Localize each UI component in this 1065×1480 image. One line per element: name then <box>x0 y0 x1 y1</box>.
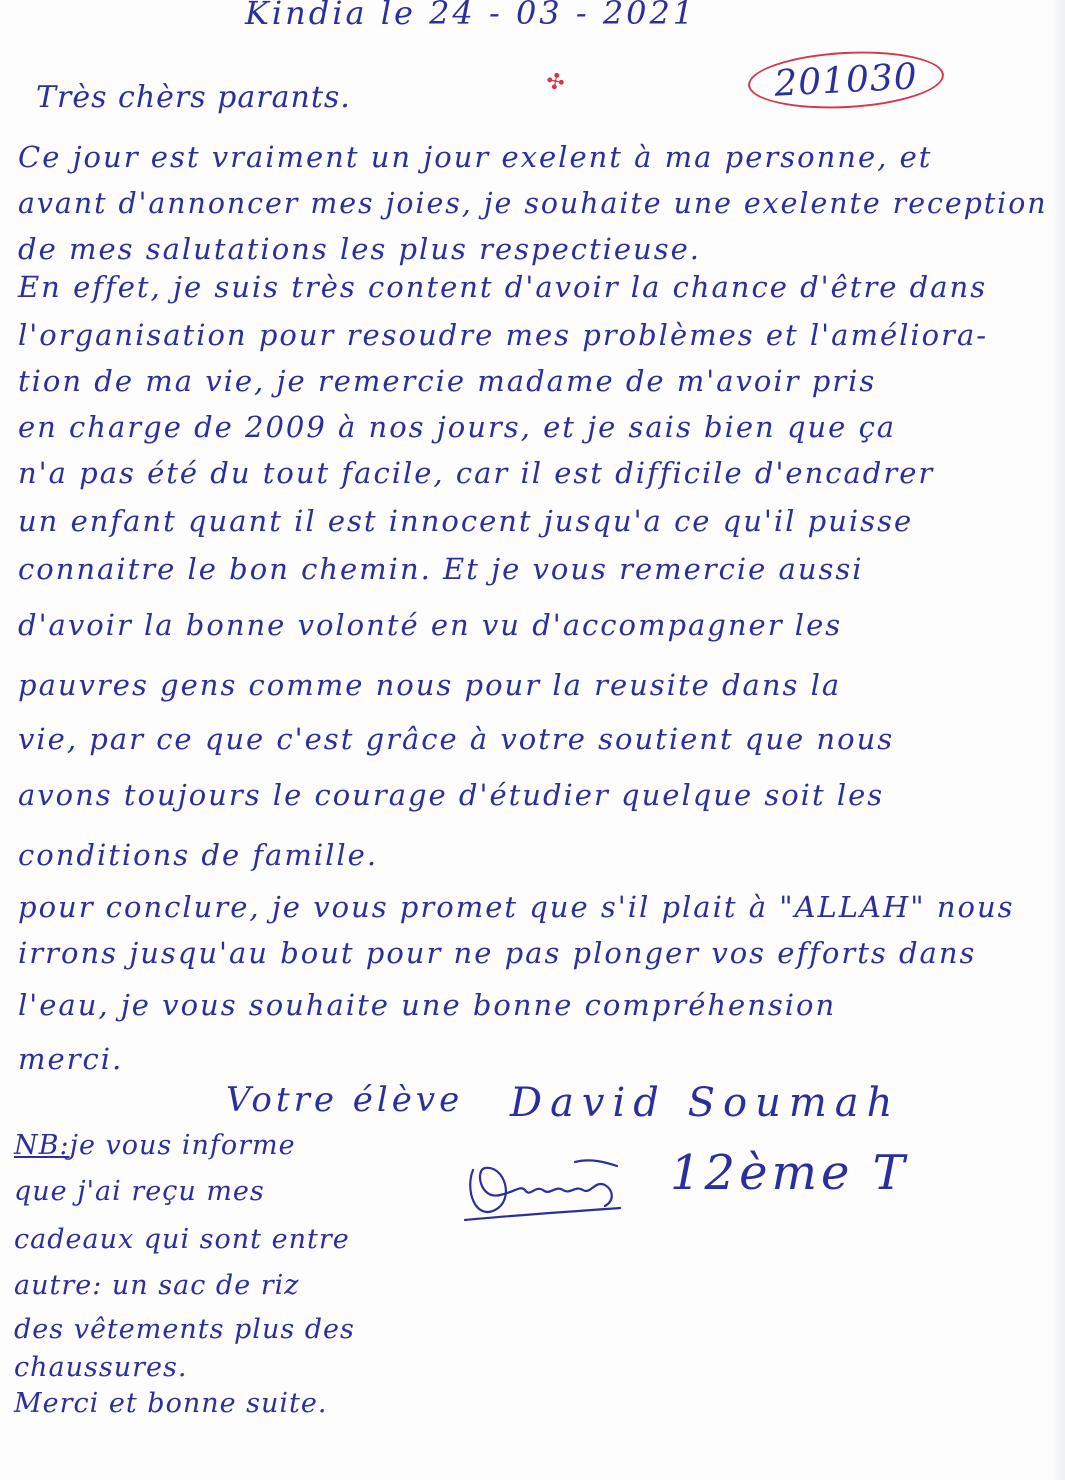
body-line: avons toujours le courage d'étudier quelque soit les <box>18 778 885 812</box>
body-line: n'a pas été du tout facile, car il est difficile d'encadrer <box>18 456 935 490</box>
note-line: cadeaux qui sont entre <box>14 1224 350 1255</box>
body-line: conditions de famille. <box>18 838 379 872</box>
body-line: avant d'annoncer mes joies, je souhaite une exelente reception <box>18 186 1048 220</box>
body-line: pauvres gens comme nous pour la reusite dans la <box>18 668 842 702</box>
body-line: irrons jusqu'au bout pour ne pas plonger vos efforts dans <box>18 936 977 970</box>
handwritten-signature-icon <box>455 1140 625 1250</box>
class-level: 12ème T <box>670 1145 909 1201</box>
body-line: en charge de 2009 à nos jours, et je sais bien que ça <box>18 410 897 444</box>
note-line <box>14 1130 296 1161</box>
reference-number: 201030 <box>773 56 919 105</box>
note-line: des vêtements plus des <box>14 1314 355 1345</box>
body-line: tion de ma vie, je remercie madame de m'avoir pris <box>18 364 877 398</box>
signature-name: David Soumah <box>510 1080 901 1126</box>
body-line: vie, par ce que c'est grâce à votre soutient que nous <box>18 722 895 756</box>
body-line: un enfant quant il est innocent jusqu'a ce qu'il puisse <box>18 504 914 538</box>
body-line: d'avoir la bonne volonté en vu d'accompagner les <box>18 608 843 642</box>
letter-closing: Votre élève <box>226 1080 464 1120</box>
paper-edge <box>1050 0 1065 1480</box>
body-line: pour conclure, je vous promet que s'il plait à "ALLAH" nous <box>18 890 1015 924</box>
body-line: merci. <box>18 1042 124 1076</box>
body-line: Ce jour est vraiment un jour exelent à ma personne, et <box>18 140 933 174</box>
body-line: l'organisation pour resoudre mes problèmes et l'améliora- <box>18 318 989 352</box>
body-line: connaitre le bon chemin. Et je vous remercie aussi <box>18 552 864 586</box>
note-line: Merci et bonne suite. <box>14 1388 328 1419</box>
body-line: de mes salutations les plus respectieuse. <box>18 232 701 266</box>
letter-date: Kindia le 24 - 03 - 2021 <box>245 0 697 32</box>
note-label: NB: <box>14 1130 70 1161</box>
body-line: l'eau, je vous souhaite une bonne compréhension <box>18 988 837 1022</box>
red-ink-mark-icon: ✣ <box>543 68 567 97</box>
letter-salutation: Très chèrs parants. <box>36 80 351 115</box>
reference-number-stamp <box>747 47 946 113</box>
body-line: En effet, je suis très content d'avoir la chance d'être dans <box>18 270 988 304</box>
note-line: que j'ai reçu mes <box>14 1176 265 1207</box>
note-line-text: je vous informe <box>69 1130 296 1161</box>
note-line: chaussures. <box>14 1352 188 1383</box>
note-line: autre: un sac de riz <box>14 1270 300 1301</box>
